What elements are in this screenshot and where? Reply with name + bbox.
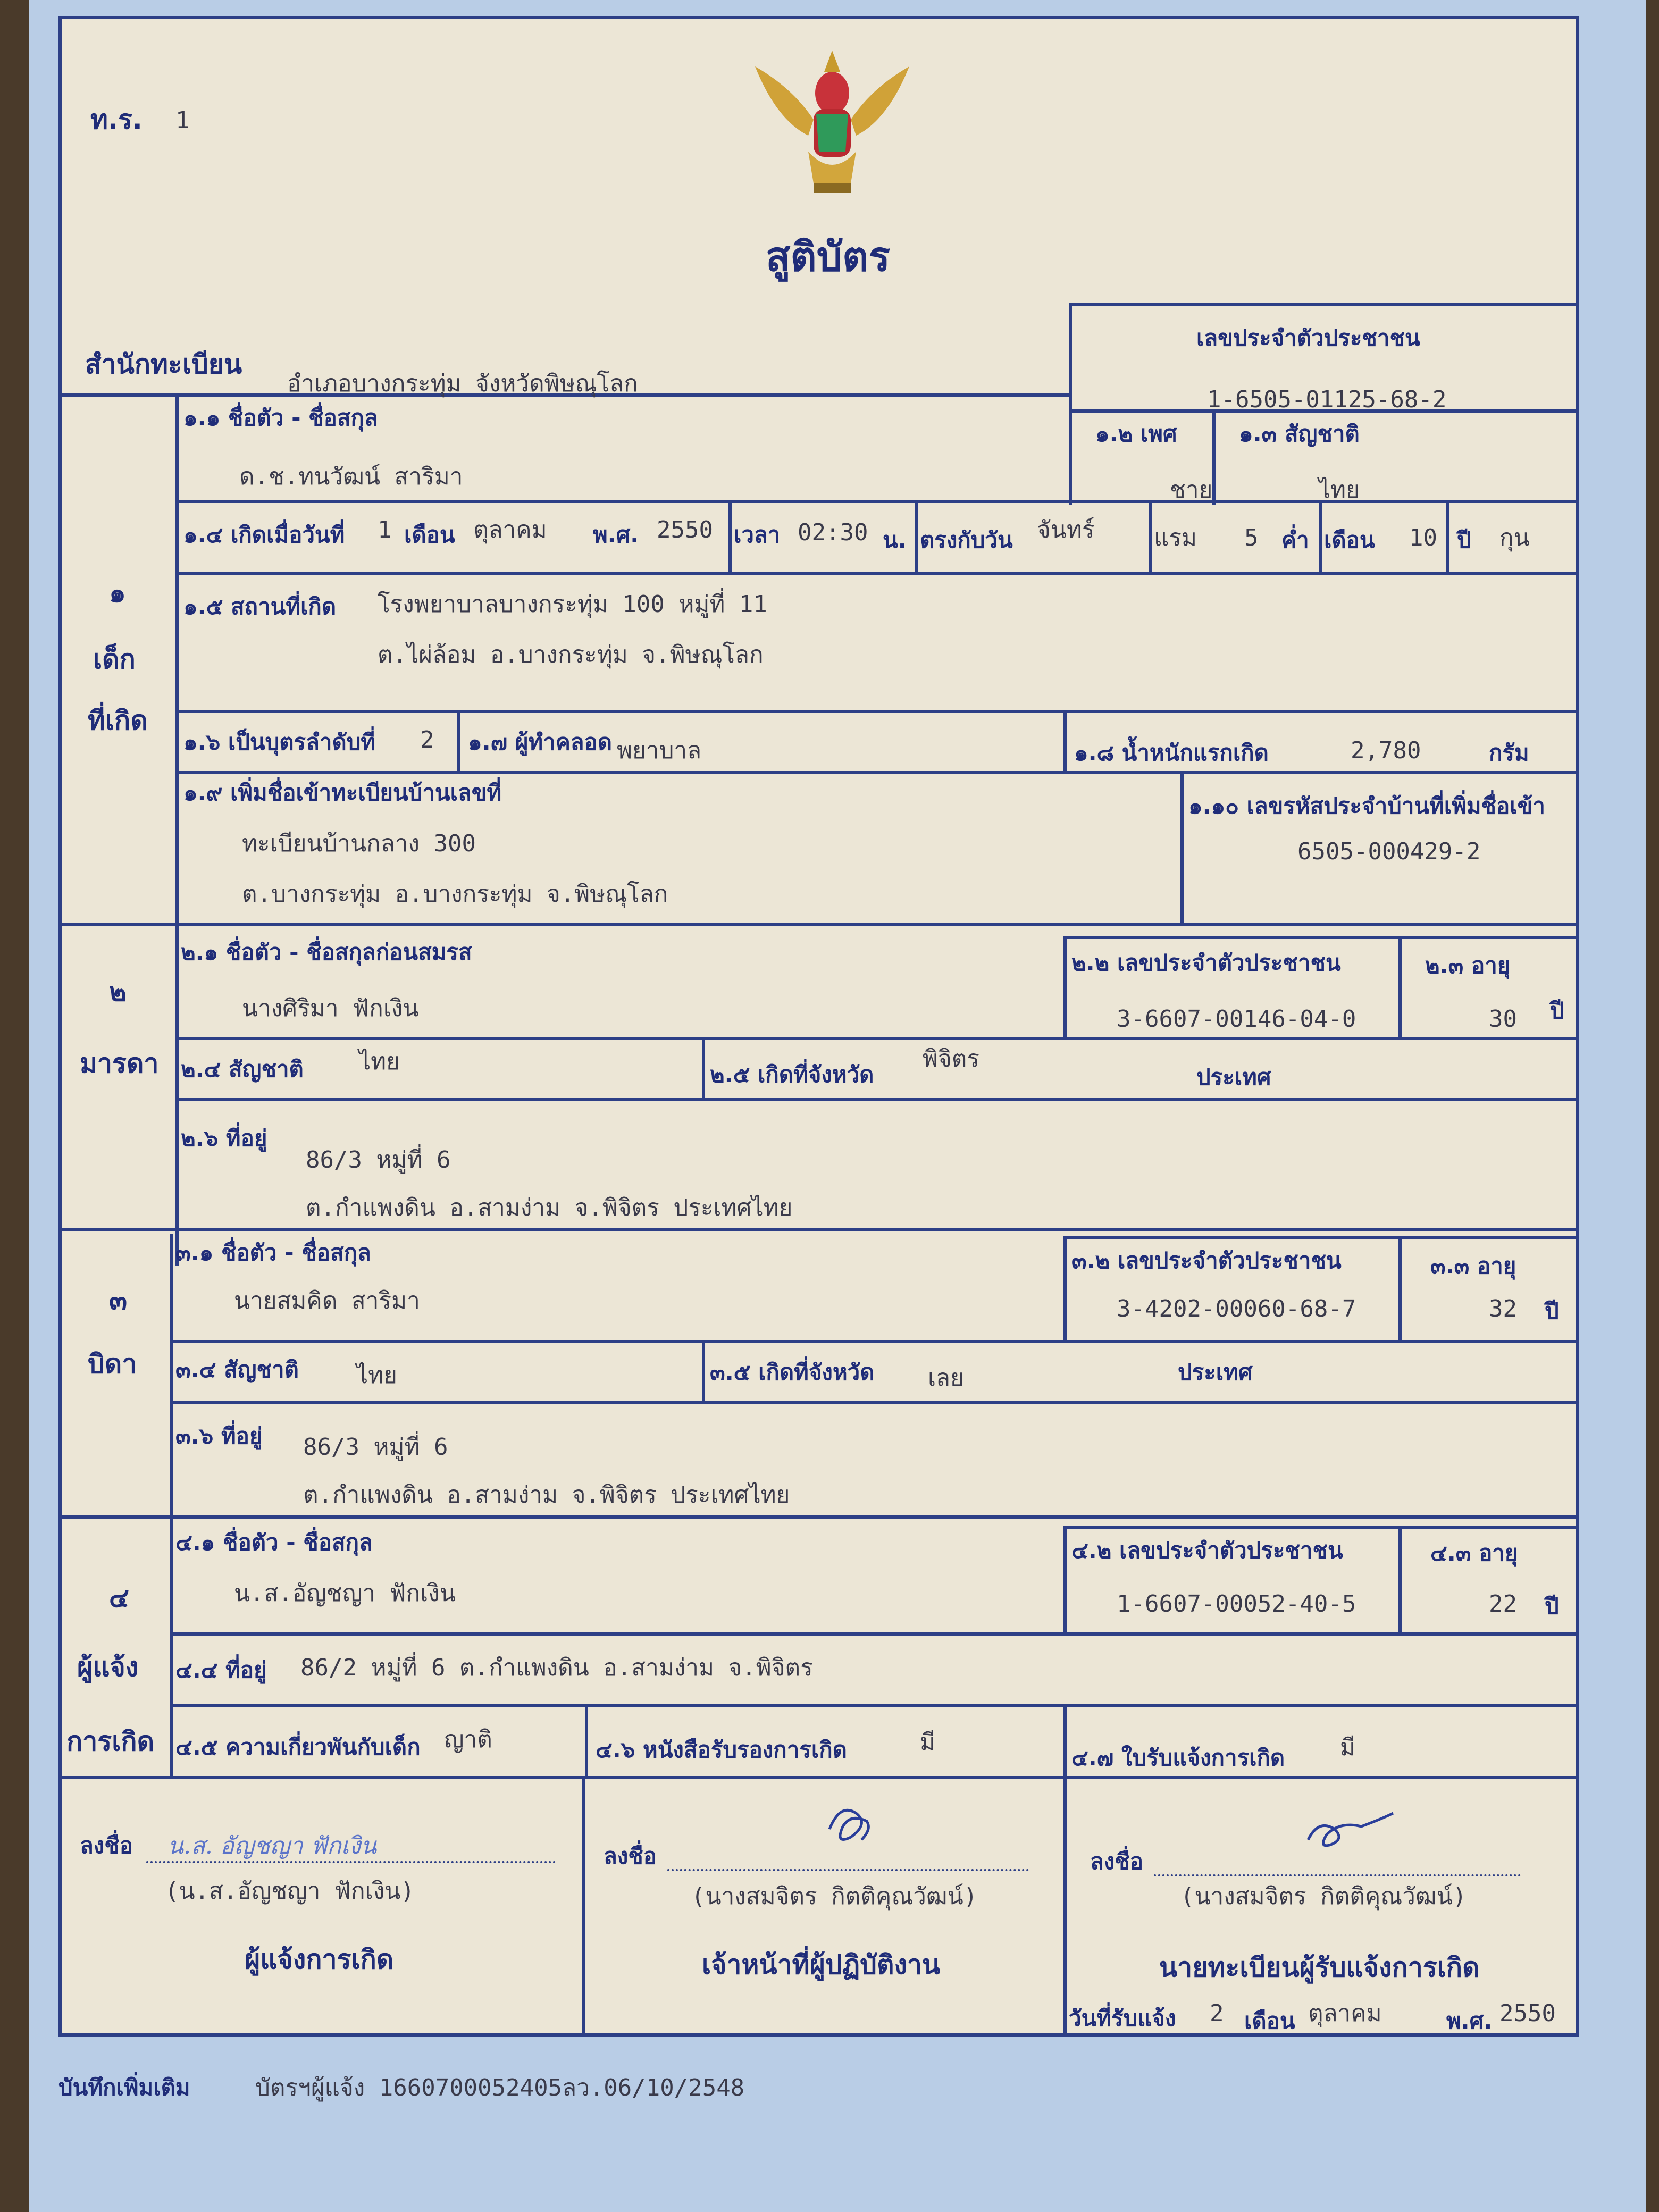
birth-month-value: ตุลาคม: [473, 516, 547, 543]
section4-title-2: การเกิด: [66, 1726, 155, 1757]
mother-address-label: ๒.๖ ที่อยู่: [181, 1125, 267, 1151]
child-name-label: ๑.๑ ชื่อตัว - ชื่อสกุล: [183, 405, 378, 431]
form-number: 1: [175, 107, 190, 134]
informant-address-value: 86/2 หมู่ที่ 6 ต.กำแพงดิน อ.สามง่าม จ.พิจิตร: [300, 1654, 813, 1681]
section1-number: ๑: [109, 577, 126, 608]
officer-sign-line: [667, 1869, 1029, 1871]
mother-age-unit: ปี: [1550, 998, 1564, 1024]
birth-date-label: ๑.๔ เกิดเมื่อวันที่: [183, 522, 345, 548]
informant-age-value: 22: [1489, 1590, 1517, 1618]
mother-age-value: 30: [1489, 1006, 1517, 1033]
received-month-value: ตุลาคม: [1308, 2000, 1382, 2027]
birth-receipt-label: ๔.๗ ใบรับแจ้งการเกิด: [1071, 1745, 1285, 1771]
informant-address-label: ๔.๔ ที่อยู่: [175, 1657, 267, 1683]
page-title: สูติบัตร: [766, 233, 891, 280]
birth-time-unit: น.: [883, 527, 907, 553]
birth-weight-label: ๑.๘ น้ำหนักแรกเกิด: [1074, 740, 1269, 766]
birth-place-line2: ต.ไผ่ล้อม อ.บางกระทุ่ม จ.พิษณุโลก: [378, 641, 764, 668]
birth-year-label: พ.ศ.: [593, 522, 639, 548]
mother-country-label: ประเทศ: [1196, 1064, 1271, 1090]
birth-weekday-value: จันทร์: [1037, 516, 1095, 543]
father-nationality-value: ไทย: [356, 1362, 397, 1389]
registry-value: อำเภอบางกระทุ่ม จังหวัดพิษณุโลก: [287, 370, 638, 397]
relation-label: ๔.๕ ความเกี่ยวพันกับเด็ก: [175, 1734, 421, 1760]
informant-sign-label: ลงชื่อ: [80, 1832, 133, 1858]
registrar-printed-name: (นางสมจิตร กิตติคุณวัฒน์): [1180, 1883, 1467, 1910]
relation-value: ญาติ: [444, 1726, 492, 1753]
footer-label: บันทึกเพิ่มเติม: [58, 2074, 190, 2100]
informant-id-value: 1-6607-00052-40-5: [1117, 1590, 1356, 1618]
child-nationality-value: ไทย: [1319, 476, 1360, 504]
father-age-label: ๓.๓ อายุ: [1430, 1253, 1516, 1279]
received-day-value: 2: [1210, 2000, 1224, 2027]
father-name-value: นายสมคิด สาริมา: [234, 1287, 420, 1314]
mother-province-value: พิจิตร: [923, 1045, 979, 1073]
house-registration-label: ๑.๙ เพิ่มชื่อเข้าทะเบียนบ้านเลขที่: [183, 780, 502, 806]
informant-sign-line: [146, 1861, 556, 1863]
mother-id-label: ๒.๒ เลขประจำตัวประชาชน: [1071, 950, 1341, 976]
informant-name-label: ๔.๑ ชื่อตัว - ชื่อสกุล: [175, 1529, 373, 1555]
mother-address-line2: ต.กำแพงดิน อ.สามง่าม จ.พิจิตร ประเทศไทย: [306, 1194, 793, 1221]
child-sex-label: ๑.๒ เพศ: [1095, 421, 1177, 447]
mother-name-value: นางศิริมา ฟักเงิน: [242, 995, 419, 1022]
mother-nationality-label: ๒.๔ สัญชาติ: [181, 1056, 304, 1082]
house-code-value: 6505-000429-2: [1297, 838, 1481, 865]
father-nationality-label: ๓.๔ สัญชาติ: [175, 1356, 299, 1382]
registrar-sign-line: [1154, 1874, 1521, 1876]
birth-time-label: เวลา: [734, 522, 781, 548]
birth-weekday-label: ตรงกับวัน: [920, 527, 1013, 553]
father-address-line2: ต.กำแพงดิน อ.สามง่าม จ.พิจิตร ประเทศไทย: [303, 1481, 790, 1509]
father-age-unit: ปี: [1545, 1298, 1559, 1324]
child-name-value: ด.ช.ทนวัฒน์ สาริมา: [239, 463, 463, 490]
received-year-label: พ.ศ.: [1446, 2008, 1493, 2034]
father-province-label: ๓.๕ เกิดที่จังหวัด: [710, 1359, 875, 1385]
citizen-id-label: เลขประจำตัวประชาชน: [1196, 325, 1420, 351]
section4-number: ๔: [109, 1582, 129, 1613]
birth-year-value: 2550: [657, 516, 713, 543]
child-sex-value: ชาย: [1170, 476, 1213, 504]
footer-note: บัตรฯผู้แจ้ง 1660700052405ลว.06/10/2548: [255, 2074, 745, 2101]
birth-weight-value: 2,780: [1351, 737, 1421, 764]
birth-certificate-value: มี: [920, 1729, 936, 1756]
mother-province-label: ๒.๕ เกิดที่จังหวัด: [710, 1061, 874, 1087]
birth-order-value: 2: [420, 726, 434, 753]
midwife-value: พยาบาล: [617, 737, 702, 764]
garuda-emblem-icon: [744, 29, 920, 199]
registry-label: สำนักทะเบียน: [85, 349, 242, 380]
birth-place-label: ๑.๕ สถานที่เกิด: [183, 593, 337, 619]
mother-id-value: 3-6607-00146-04-0: [1117, 1006, 1356, 1033]
father-age-value: 32: [1489, 1295, 1517, 1322]
received-month-label: เดือน: [1244, 2008, 1295, 2034]
officer-printed-name: (นางสมจิตร กิตติคุณวัฒน์): [691, 1883, 978, 1910]
informant-signature: น.ส. อัญชญา ฟักเงิน: [167, 1832, 377, 1859]
section2-number: ๒: [109, 976, 127, 1007]
mother-nationality-value: ไทย: [359, 1048, 400, 1075]
house-code-label: ๑.๑๐ เลขรหัสประจำบ้านที่เพิ่มชื่อเข้า: [1188, 793, 1545, 819]
mother-age-label: ๒.๓ อายุ: [1425, 952, 1511, 978]
father-name-label: ๓.๑ ชื่อตัว - ชื่อสกุล: [175, 1239, 371, 1266]
lunar-month-value: 10: [1409, 524, 1437, 551]
father-country-label: ประเทศ: [1178, 1359, 1253, 1385]
father-address-label: ๓.๖ ที่อยู่: [175, 1423, 263, 1449]
father-province-value: เลย: [928, 1364, 964, 1392]
birth-receipt-value: มี: [1340, 1734, 1356, 1761]
informant-role: ผู้แจ้งการเกิด: [245, 1944, 394, 1975]
birth-order-label: ๑.๖ เป็นบุตรลำดับที่: [183, 729, 376, 755]
father-id-value: 3-4202-00060-68-7: [1117, 1295, 1356, 1322]
registrar-role: นายทะเบียนผู้รับแจ้งการเกิด: [1159, 1952, 1480, 1983]
officer-signature-icon: [819, 1797, 883, 1856]
informant-age-unit: ปี: [1545, 1593, 1559, 1619]
birth-certificate-label: ๔.๖ หนังสือรับรองการเกิด: [596, 1737, 847, 1763]
received-year-value: 2550: [1499, 2000, 1556, 2027]
house-registration-line1: ทะเบียนบ้านกลาง 300: [242, 830, 476, 857]
father-address-line1: 86/3 หมู่ที่ 6: [303, 1434, 448, 1461]
birth-weight-unit: กรัม: [1489, 740, 1529, 766]
birth-place-line1: โรงพยาบาลบางกระทุ่ม 100 หมู่ที่ 11: [378, 591, 767, 618]
informant-id-label: ๔.๒ เลขประจำตัวประชาชน: [1071, 1537, 1343, 1563]
lunar-unit: ค่ำ: [1281, 527, 1309, 553]
informant-name-value: น.ส.อัญชญา ฟักเงิน: [234, 1580, 456, 1607]
registrar-signature-icon: [1297, 1803, 1398, 1861]
citizen-id-value: 1-6505-01125-68-2: [1207, 386, 1447, 413]
zodiac-label: ปี: [1457, 527, 1471, 553]
section3-number: ๓: [109, 1285, 128, 1316]
child-nationality-label: ๑.๓ สัญชาติ: [1239, 421, 1360, 447]
informant-printed-name: (น.ส.อัญชญา ฟักเงิน): [165, 1878, 415, 1905]
section4-title: ผู้แจ้ง: [77, 1652, 139, 1682]
lunar-day-value: 5: [1244, 524, 1259, 551]
officer-role: เจ้าหน้าที่ผู้ปฏิบัติงาน: [702, 1949, 941, 1980]
form-code: ท.ร.: [90, 104, 143, 135]
midwife-label: ๑.๗ ผู้ทำคลอด: [468, 729, 613, 755]
received-date-label: วันที่รับแจ้ง: [1069, 2005, 1176, 2031]
birth-month-label: เดือน: [404, 522, 455, 548]
father-id-label: ๓.๒ เลขประจำตัวประชาชน: [1071, 1247, 1342, 1273]
section1-title-2: ที่เกิด: [88, 705, 148, 736]
house-registration-line2: ต.บางกระทุ่ม อ.บางกระทุ่ม จ.พิษณุโลก: [242, 881, 668, 908]
officer-sign-label: ลงชื่อ: [604, 1843, 657, 1869]
mother-name-label: ๒.๑ ชื่อตัว - ชื่อสกุลก่อนสมรส: [181, 939, 472, 965]
registrar-sign-label: ลงชื่อ: [1090, 1848, 1143, 1874]
lunar-label: แรม: [1154, 524, 1197, 551]
birth-time-value: 02:30: [798, 519, 868, 546]
birth-day-value: 1: [378, 516, 392, 543]
section3-title: บิดา: [88, 1348, 137, 1379]
lunar-month-label: เดือน: [1324, 527, 1375, 553]
mother-address-line1: 86/3 หมู่ที่ 6: [306, 1146, 451, 1174]
informant-age-label: ๔.๓ อายุ: [1430, 1540, 1518, 1566]
section2-title: มารดา: [80, 1048, 159, 1079]
section1-title: เด็ก: [93, 644, 136, 675]
zodiac-value: กุน: [1499, 524, 1530, 551]
